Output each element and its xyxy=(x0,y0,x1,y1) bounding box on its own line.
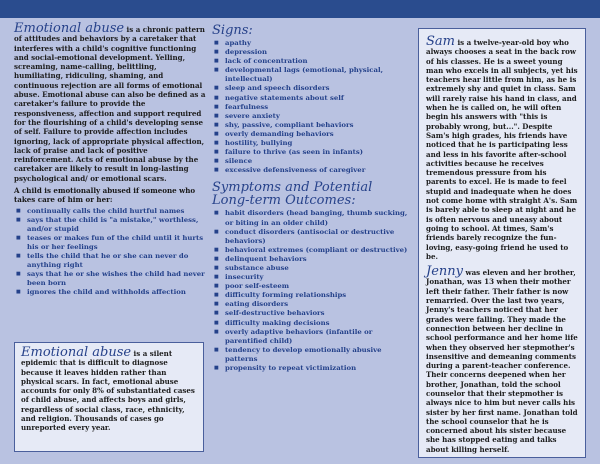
outcome-item: ■ difficulty making decisions xyxy=(212,319,408,328)
outcomes-heading-line2: Long-term Outcomes: xyxy=(212,193,356,209)
sam-story xyxy=(426,34,578,261)
outcome-item: ■ overly adaptive behaviors (infantile or parentified child) xyxy=(212,328,408,346)
sign-item: ■ depression xyxy=(212,48,408,57)
top-banner xyxy=(0,0,600,18)
outcome-item: ■ self-destructive behaviors xyxy=(212,309,408,318)
sam-body: is a twelve-year-old boy who always chooses a seat in the back row of his classes. He is a sweet young man who excels in all subjects, yet his teachers hear little from him, as he is extremely shy and quiet in class. Sam will rarely raise his hand in class, and when he is called on, he will often begin his answers with "this is probably wrong, but...". Despite Sam's high grades, his friends have noticed that he is participating less and less in his favorite after-school activities because he receives tremendous pressure from his parents to excel. He is made to feel stupid and inadequate when he does not come home with straight A's. Sam is barely able to sleep at night and he is often nervous and uneasy about going to school. At times, Sam's friends barely recognize the fun-loving, easy-going friend he used to be. xyxy=(426,38,578,261)
sign-item: ■ shy, passive, compliant behaviors xyxy=(212,121,408,130)
outcome-item: ■ tendency to develop emotionally abusive patterns xyxy=(212,346,408,364)
signs-list xyxy=(212,39,408,175)
definition-lead: Emotional abuse xyxy=(14,21,125,36)
outcomes-list xyxy=(212,209,408,373)
outcome-item: ■ conduct disorders (antisocial or destructive behaviors) xyxy=(212,228,408,246)
column-left xyxy=(14,21,206,298)
outcome-item: ■ propensity to repeat victimization xyxy=(212,364,408,373)
abuse-behavior-item: ■ says that the child is "a mistake," worthless, and/or stupid xyxy=(14,216,206,234)
abuse-behavior-item: ■ continually calls the child hurtful names xyxy=(14,207,206,216)
epidemic-lead: Emotional abuse xyxy=(21,345,132,360)
jenny-lead: Jenny xyxy=(426,264,463,280)
sign-item: ■ excessive defensiveness of caregiver xyxy=(212,166,408,175)
definition-body: is a chronic pattern of attitudes and behaviors by a caretaker that interferes with a child's cognitive functioning and social-emotional development. Yelling, screaming, name-calling, belittling, humiliating, ridiculing, shaming, and continuous rejection are all forms of emotional abuse. Emotional abuse can also be defined as a caretaker's failure to provide the responsiveness, affection and support required for the flourishing of a child's developing sense of self. Failure to provide affection includes ignoring, lack of appropriate physical affection, lack of praise and lack of positive reinforcement. Acts of emotional abuse by the caretaker are likely to result in long-lasting psychological and/ or emotional scars. xyxy=(14,25,206,183)
column-middle xyxy=(212,24,408,373)
sign-item: ■ silence xyxy=(212,157,408,166)
sign-item: ■ apathy xyxy=(212,39,408,48)
outcome-item: ■ eating disorders xyxy=(212,300,408,309)
outcome-item: ■ behavioral extremes (compliant or destructive) xyxy=(212,246,408,255)
abuse-behavior-item: ■ teases or makes fun of the child until it hurts his or her feelings xyxy=(14,234,206,252)
outcomes-heading-line1: Symptoms and Potential xyxy=(212,180,373,196)
abuse-intro: A child is emotionally abused if someone who takes care of him or her: xyxy=(14,186,196,205)
outcome-item: ■ insecurity xyxy=(212,273,408,282)
sign-item: ■ developmental lags (emotional, physical, intellectual) xyxy=(212,66,408,84)
definition-paragraph xyxy=(14,21,206,183)
outcome-item: ■ difficulty forming relationships xyxy=(212,291,408,300)
outcome-item: ■ habit disorders (head banging, thumb sucking, or biting in an older child) xyxy=(212,209,408,227)
epidemic-paragraph xyxy=(21,345,197,433)
sign-item: ■ fearfulness xyxy=(212,103,408,112)
epidemic-box xyxy=(14,342,204,452)
sign-item: ■ negative statements about self xyxy=(212,94,408,103)
sign-item: ■ overly demanding behaviors xyxy=(212,130,408,139)
case-stories-box xyxy=(418,28,586,458)
epidemic-body: is a silent epidemic that is difficult to diagnose because it leaves hidden rather than physical scars. In fact, emotional abuse accounts for only 8% of substantiated cases of child abuse, and affects boys and girls, regardless of social class, race, ethnicity, and religion. Thousands of cases go unreported every year. xyxy=(21,349,195,433)
sign-item: ■ severe anxiety xyxy=(212,112,408,121)
sign-item: ■ hostility, bullying xyxy=(212,139,408,148)
abuse-behavior-item: ■ says that he or she wishes the child had never been born xyxy=(14,270,206,288)
sam-lead: Sam xyxy=(426,34,455,49)
signs-heading: Signs: xyxy=(212,23,253,38)
jenny-body: was eleven and her brother, Jonathan, was 13 when their mother left their father. Their father is now remarried. Over the last two years, Jenny's teachers noticed that her grades were falling. They made the connection between her decline in school performance and her home life when they observed her stepmother's insensitive and demeaning comments during a parent-teacher conference. Their concerns deepened when her brother, Jonathan, told the school counselor that their stepmother is always nice to him but never calls his sister by her first name. Jonathan told the school counselor that he is concerned about his sister because she has stopped eating and talks about killing herself. xyxy=(426,268,578,454)
outcome-item: ■ delinquent behaviors xyxy=(212,255,408,264)
outcome-item: ■ poor self-esteem xyxy=(212,282,408,291)
sign-item: ■ sleep and speech disorders xyxy=(212,84,408,93)
jenny-story xyxy=(426,264,578,454)
abuse-behavior-item: ■ ignores the child and withholds affection xyxy=(14,288,206,297)
outcome-item: ■ substance abuse xyxy=(212,264,408,273)
sign-item: ■ failure to thrive (as seen in infants) xyxy=(212,148,408,157)
abuse-behavior-item: ■ tells the child that he or she can never do anything right xyxy=(14,252,206,270)
sign-item: ■ lack of concentration xyxy=(212,57,408,66)
abuse-behaviors-list xyxy=(14,207,206,298)
